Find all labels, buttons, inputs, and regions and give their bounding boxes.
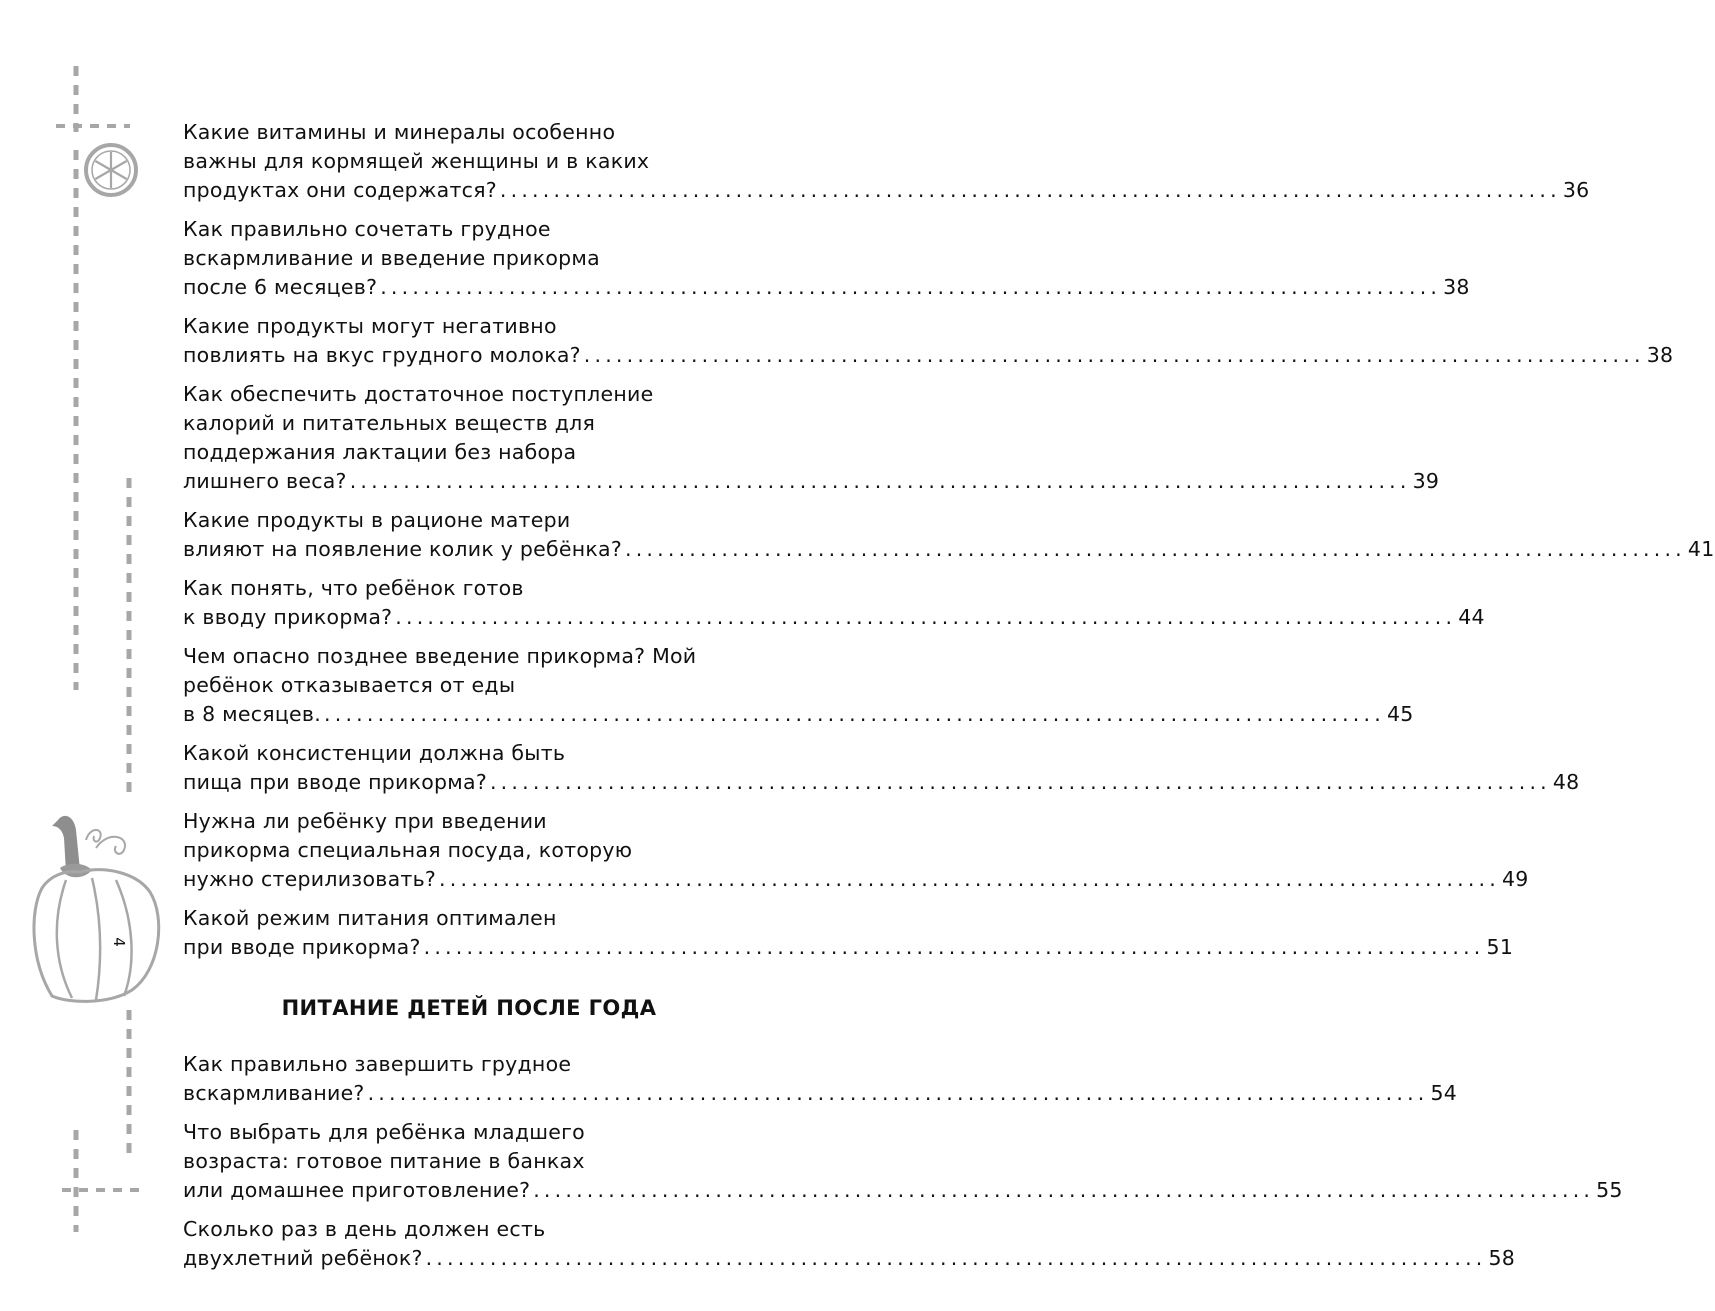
toc-entry-last-line (183, 341, 1674, 370)
toc-page-number: 51 (1486, 935, 1514, 959)
toc-entry (183, 1215, 1516, 1273)
toc-entry-title-end: к вводу прикорма? (183, 605, 393, 629)
toc-entry (183, 1050, 1458, 1108)
toc-entry-title-end: двухлетний ребёнок? (183, 1246, 423, 1270)
toc-page-number: 41 (1687, 537, 1715, 561)
leader-dots: ................................................................................................... (395, 605, 1457, 629)
leader-dots: ................................................................................................... (489, 770, 1551, 794)
toc-entry-title-end: продуктах они содержатся? (183, 178, 497, 202)
toc-page-number: 38 (1646, 343, 1674, 367)
toc-entry-last-line (183, 1176, 1623, 1205)
toc-entry-line: Сколько раз в день должен есть (183, 1217, 546, 1241)
toc-entry (183, 574, 1485, 632)
toc-entry-line: Какие продукты могут негативно (183, 314, 557, 338)
toc-entry-last-line (183, 1079, 1458, 1108)
toc-entry (183, 215, 1470, 302)
leader-dots: ................................................................................................... (423, 935, 1485, 959)
toc-entry (183, 506, 1715, 564)
table-of-contents (183, 118, 1715, 1283)
toc-entry-line: прикорма специальная посуда, которую (183, 838, 633, 862)
toc-entry (183, 1118, 1623, 1205)
toc-entry-line: Как обеспечить достаточное поступление (183, 382, 654, 406)
leader-dots: ................................................................................................... (499, 178, 1561, 202)
toc-entry-last-line (183, 535, 1715, 564)
toc-entry-title-end: после 6 месяцев? (183, 275, 378, 299)
toc-entry-title-end: вскармливание? (183, 1081, 365, 1105)
toc-entry-last-line (183, 467, 1440, 496)
toc-entry-title-end: лишнего веса? (183, 469, 347, 493)
toc-entry (183, 312, 1674, 370)
toc-page-number: 48 (1552, 770, 1580, 794)
toc-page-number: 36 (1562, 178, 1590, 202)
toc-entry (183, 380, 1440, 496)
toc-entry-line: Как правильно завершить грудное (183, 1052, 572, 1076)
toc-entry-title-end: или домашнее приготовление? (183, 1178, 531, 1202)
leader-dots: ................................................................................................... (425, 1246, 1487, 1270)
toc-entry-line: ребёнок отказывается от еды (183, 673, 516, 697)
toc-entry-line: возраста: готовое питание в банках (183, 1149, 585, 1173)
toc-page-number: 54 (1430, 1081, 1458, 1105)
toc-entry-line: Что выбрать для ребёнка младшего (183, 1120, 585, 1144)
leader-dots: ................................................................................................... (439, 867, 1500, 891)
toc-entry-last-line (183, 700, 1414, 729)
pumpkin-icon (34, 816, 159, 1001)
toc-entry-last-line (183, 768, 1580, 797)
toc-entry-line: поддержания лактации без набора (183, 440, 577, 464)
leader-dots: ................................................................................................... (324, 702, 1385, 726)
leader-dots: ................................................................................................... (367, 1081, 1429, 1105)
toc-entry (183, 739, 1580, 797)
toc-entry-line: вскармливание и введение прикорма (183, 246, 600, 270)
section-heading: ПИТАНИЕ ДЕТЕЙ ПОСЛЕ ГОДА (281, 996, 657, 1020)
toc-page-number: 55 (1596, 1178, 1623, 1202)
toc-page-number: 49 (1501, 867, 1529, 891)
toc-entry-line: Какие продукты в рационе матери (183, 508, 571, 532)
leader-dots: ................................................................................................... (624, 537, 1686, 561)
toc-entry-last-line (183, 176, 1590, 205)
toc-entry-last-line (183, 865, 1529, 894)
toc-entry-title-end: пища при вводе прикорма? (183, 770, 487, 794)
toc-entry-last-line (183, 1244, 1516, 1273)
toc-entry-line: Нужна ли ребёнку при введении (183, 809, 547, 833)
leader-dots: ................................................................................................... (533, 1178, 1595, 1202)
toc-entry-last-line (183, 603, 1485, 632)
toc-entry-last-line (183, 933, 1514, 962)
toc-entry-last-line (183, 273, 1470, 302)
page-number: 4 (110, 937, 128, 947)
toc-entry-line: Какой консистенции должна быть (183, 741, 566, 765)
toc-page-number: 58 (1488, 1246, 1516, 1270)
toc-entry-line: Как понять, что ребёнок готов (183, 576, 524, 600)
toc-entry-title-end: в 8 месяцев. (183, 702, 322, 726)
leader-dots: ................................................................................................... (380, 275, 1442, 299)
toc-entries-before (183, 118, 1715, 962)
toc-entry-line: Как правильно сочетать грудное (183, 217, 551, 241)
toc-page-number: 39 (1412, 469, 1440, 493)
toc-entry-line: калорий и питательных веществ для (183, 411, 596, 435)
toc-entry-title-end: нужно стерилизовать? (183, 867, 437, 891)
toc-entry (183, 807, 1529, 894)
toc-page-number: 44 (1458, 605, 1485, 629)
toc-entry (183, 118, 1590, 205)
leader-dots: ................................................................................................... (583, 343, 1645, 367)
citrus-slice-icon (86, 145, 136, 195)
toc-entry-title-end: повлиять на вкус грудного молока? (183, 343, 581, 367)
toc-page-number: 38 (1443, 275, 1470, 299)
toc-page-number: 45 (1386, 702, 1414, 726)
leader-dots: ................................................................................................... (349, 469, 1411, 493)
toc-entry-line: Какие витамины и минералы особенно (183, 120, 616, 144)
toc-entry (183, 642, 1414, 729)
toc-entry-line: важны для кормящей женщины и в каких (183, 149, 650, 173)
toc-entry (183, 904, 1514, 962)
toc-entry-title-end: при вводе прикорма? (183, 935, 421, 959)
toc-entry-title-end: влияют на появление колик у ребёнка? (183, 537, 622, 561)
toc-entry-line: Какой режим питания оптимален (183, 906, 557, 930)
toc-entry-line: Чем опасно позднее введение прикорма? Мой (183, 644, 697, 668)
toc-entries-after (183, 1050, 1623, 1273)
